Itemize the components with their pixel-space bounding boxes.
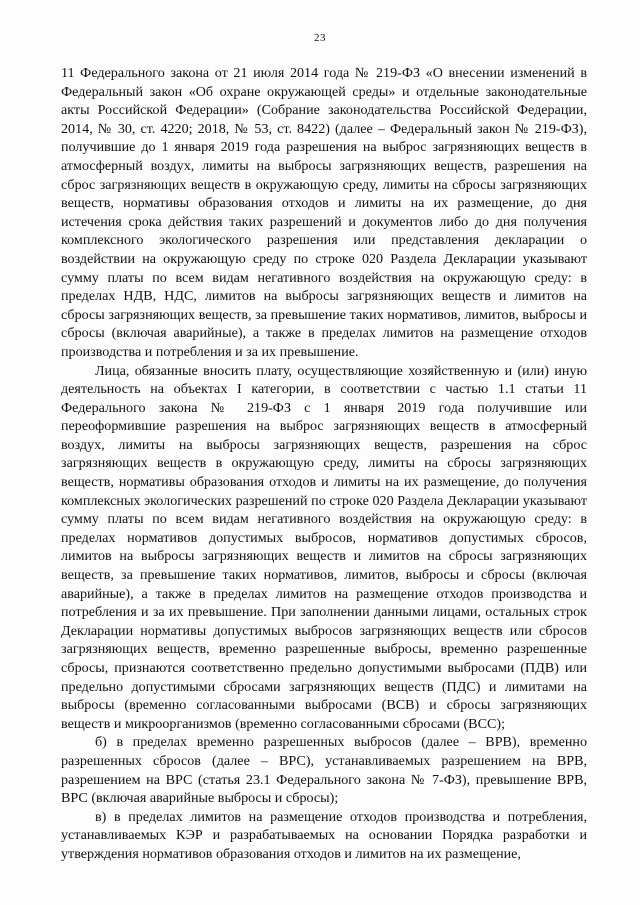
paragraph-continuation: 11 Федерального закона от 21 июля 2014 года № 219-ФЗ «О внесении изменений в Федеральный закон «Об охране окружающей среды» и отдельные законодательные акты Российской Федерации» (Собрание законодательства Российской Федерации, 2014, № 30, ст. 4220; 2018, № 53, ст. 8422) (далее – Федеральный закон № 219-ФЗ), получившие до 1 января 2019 года разрешения на выброс загрязняющих веществ в атмосферный воздух, лимиты на выбросы загрязняющих веществ, разрешения на сброс загрязняющих веществ в окружающую среду, лимиты на сбросы загрязняющих веществ, нормативы образования отходов и лимиты на их размещение, до дня истечения срока действия таких разрешений и документов либо до дня получения комплексного экологического разрешения или представления декларации о воздействии на окружающую среду по строке 020 Раздела Декларации указывают сумму платы по всем видам негативного воздействия на окружающую среду: в пределах НДВ, НДС, лимитов на выбросы загрязняющих веществ и лимитов на сбросы загрязняющих веществ, за превышение таких нормативов, лимитов, выбросы и сбросы (включая аварийные), а также в пределах лимитов на размещение отходов производства и потребления и за их превышение.	[61, 65, 587, 360]
document-body	[61, 64, 587, 864]
paragraph-category-one-payers: Лица, обязанные вносить плату, осуществляющие хозяйственную и (или) иную деятельность на объектах I категории, в соответствии с частью 1.1 статьи 11 Федерального закона № 219-ФЗ с 1 января 2019 года получившие или переоформившие разрешения на выброс загрязняющих веществ в атмосферный воздух, лимиты на выбросы загрязняющих веществ, разрешения на сброс загрязняющих веществ в окружающую среду, лимиты на сбросы загрязняющих веществ, нормативы образования отходов и лимиты на их размещение, до получения комплексных экологических разрешений по строке 020 Раздела Декларации указывают сумму платы по всем видам негативного воздействия на окружающую среду: в пределах нормативов допустимых выбросов, нормативов допустимых сбросов, лимитов на выбросы загрязняющих веществ и лимитов на сбросы загрязняющих веществ, за превышение таких нормативов, лимитов, выбросы и сбросы (включая аварийные), а также в пределах лимитов на размещение отходов производства и потребления и за их превышение. При заполнении данными лицами, остальных строк Декларации нормативы допустимых выбросов загрязняющих веществ или сбросов загрязняющих веществ, временно разрешенные выбросы, временно разрешенные сбросы, признаются соответственно предельно допустимыми выбросами (ПДВ) или предельно допустимыми сбросами загрязняющих веществ (ПДС) и лимитами на выбросы (временно согласованными выбросами (ВСВ) и сбросы загрязняющих веществ и микроорганизмов (временно согласованными сбросами (ВСС);	[61, 362, 587, 732]
paragraph-item-b: б) в пределах временно разрешенных выбросов (далее – ВРВ), временно разрешенных сбросов (далее – ВРС), устанавливаемых разрешением на ВРВ, разрешением на ВРС (статья 23.1 Федерального закона № 7-ФЗ), превышение ВРВ, ВРС (включая аварийные выбросы и сбросы);	[61, 734, 587, 807]
page-number: 23	[314, 32, 326, 44]
paragraph-item-v: в) в пределах лимитов на размещение отходов производства и потребления, устанавливаемых КЭР и разрабатываемых на основании Порядка разработки и утверждения нормативов образования отходов и лимитов на их размещение,	[61, 808, 587, 862]
